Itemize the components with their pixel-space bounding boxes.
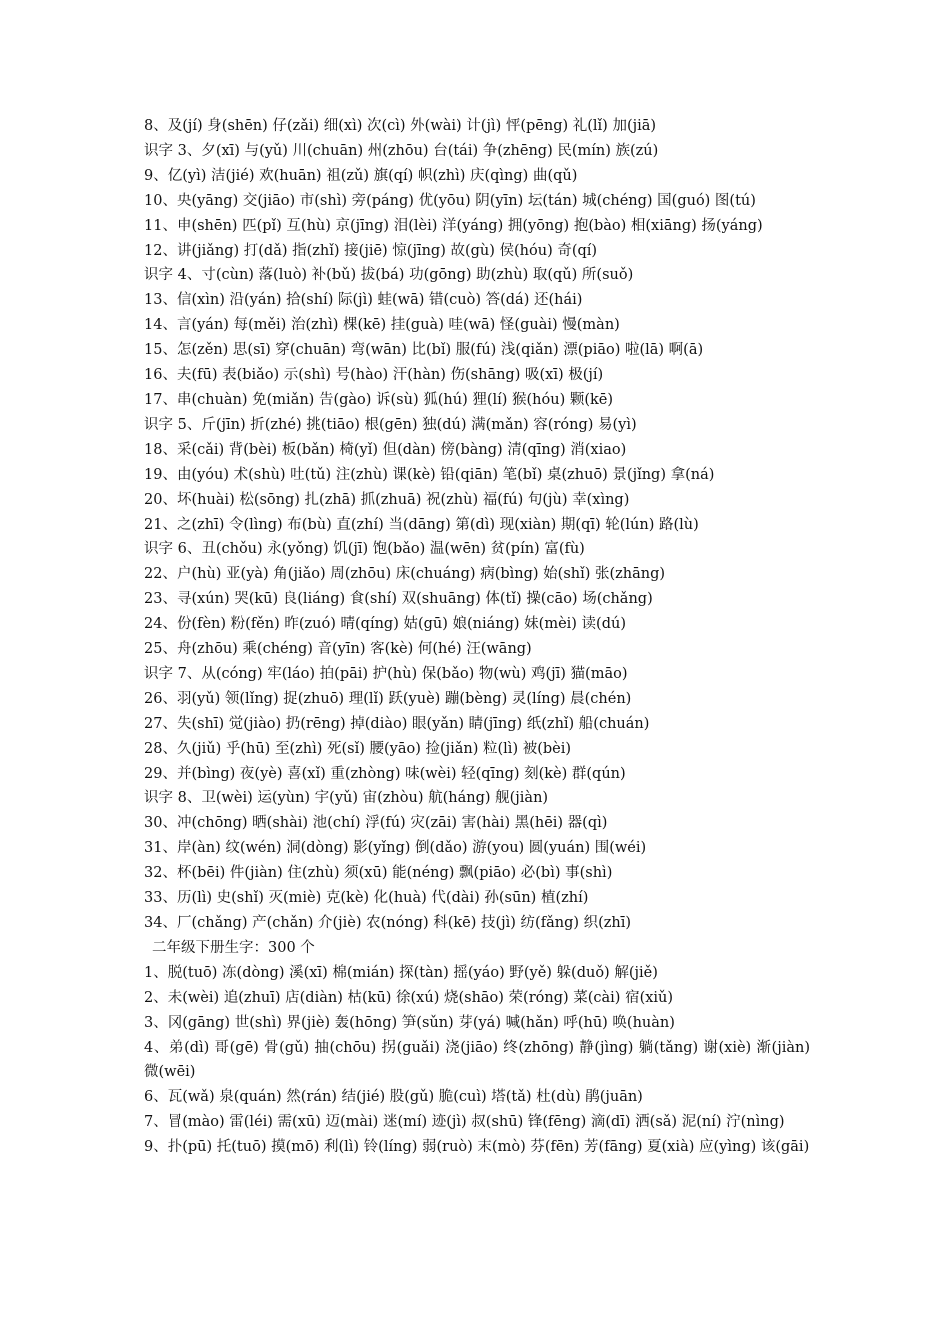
text-line: 6、瓦(wǎ) 泉(quán) 然(rán) 结(jié) 股(gǔ) 脆(cuì) 塔(tǎ) 杜(dù) 鹃(juān): [144, 1089, 643, 1106]
text-line: 19、由(yóu) 术(shù) 吐(tǔ) 注(zhù) 课(kè) 铅(qiān) 笔(bǐ) 桌(zhuō) 景(jǐng) 拿(ná): [144, 466, 715, 483]
text-line: 30、冲(chōng) 晒(shài) 池(chí) 浮(fú) 灾(zāi) 害(hài) 黑(hēi) 器(qì): [144, 815, 608, 832]
text-line: 识字 5、斤(jīn) 折(zhé) 挑(tiāo) 根(gēn) 独(dú) 满(mǎn) 容(róng) 易(yì): [144, 416, 637, 433]
text-line: 21、之(zhī) 令(lìng) 布(bù) 直(zhí) 当(dāng) 第(dì) 现(xiàn) 期(qī) 轮(lún) 路(lù): [144, 516, 699, 533]
text-line: 31、岸(àn) 纹(wén) 洞(dòng) 影(yǐng) 倒(dǎo) 游(you) 圆(yuán) 围(wéi): [144, 840, 647, 857]
text-line: 20、坏(huài) 松(sōng) 扎(zhā) 抓(zhuā) 祝(zhù) 福(fú) 句(jù) 幸(xìng): [144, 491, 630, 508]
text-line: 23、寻(xún) 哭(kū) 良(liáng) 食(shí) 双(shuāng) 体(tǐ) 操(cāo) 场(chǎng): [144, 591, 653, 608]
text-line: 24、份(fèn) 粉(fěn) 昨(zuó) 晴(qíng) 姑(gū) 娘(niáng) 妹(mèi) 读(dú): [144, 616, 626, 633]
text-line: 4、弟(dì) 哥(gē) 骨(gǔ) 抽(chōu) 拐(guǎi) 浇(jiāo) 终(zhōng) 静(jìng) 躺(tǎng) 谢(xiè) 渐(jiàn) 微(wēi): [144, 1039, 810, 1081]
text-line: 9、亿(yì) 洁(jié) 欢(huān) 祖(zǔ) 旗(qí) 帜(zhì) 庆(qìng) 曲(qǔ): [144, 167, 578, 184]
document-page: [144, 114, 810, 1160]
character-list-part-1: [144, 114, 810, 936]
text-line: 11、申(shēn) 匹(pǐ) 互(hù) 京(jīng) 泪(lèi) 洋(yáng) 拥(yōng) 抱(bào) 相(xiāng) 扬(yáng): [144, 217, 763, 234]
text-line: 33、历(lì) 史(shǐ) 灭(miè) 克(kè) 化(huà) 代(dài) 孙(sūn) 植(zhí): [144, 890, 589, 907]
text-line: 识字 7、从(cóng) 牢(láo) 拍(pāi) 护(hù) 保(bǎo) 物(wù) 鸡(jī) 猫(māo): [144, 665, 628, 682]
section-heading: 二年级下册生字：300 个: [152, 939, 315, 956]
text-line: 29、并(bìng) 夜(yè) 喜(xǐ) 重(zhòng) 味(wèi) 轻(qīng) 刻(kè) 群(qún): [144, 765, 626, 782]
text-line: 16、夫(fū) 表(biǎo) 示(shì) 号(hào) 汗(hàn) 伤(shāng) 吸(xī) 极(jí): [144, 367, 604, 384]
text-line: 13、信(xìn) 沿(yán) 拾(shí) 际(jì) 蛙(wā) 错(cuò) 答(dá) 还(hái): [144, 292, 583, 309]
text-line: 34、厂(chǎng) 产(chǎn) 介(jiè) 农(nóng) 科(kē) 技(jì) 纺(fǎng) 织(zhī): [144, 915, 632, 931]
text-line: 2、未(wèi) 追(zhuī) 店(diàn) 枯(kū) 徐(xú) 烧(shāo) 荣(róng) 菜(cài) 宿(xiǔ): [144, 989, 674, 1006]
text-line: 10、央(yāng) 交(jiāo) 市(shì) 旁(páng) 优(yōu) 阴(yīn) 坛(tán) 城(chéng) 国(guó) 图(tú): [144, 192, 756, 209]
text-line: 8、及(jí) 身(shēn) 仔(zǎi) 细(xì) 次(cì) 外(wài) 计(jì) 怦(pēng) 礼(lǐ) 加(jiā): [144, 118, 657, 134]
text-line: 17、串(chuàn) 免(miǎn) 告(gào) 诉(sù) 狐(hú) 狸(lí) 猴(hóu) 颗(kē): [144, 391, 614, 408]
text-line: 14、言(yán) 每(měi) 治(zhì) 棵(kē) 挂(guà) 哇(wā) 怪(guài) 慢(màn): [144, 317, 620, 334]
text-line: 27、失(shī) 觉(jiào) 扔(rēng) 掉(diào) 眼(yǎn) 睛(jīng) 纸(zhǐ) 船(chuán): [144, 715, 650, 732]
text-line: 识字 4、寸(cùn) 落(luò) 补(bǔ) 拔(bá) 功(gōng) 助(zhù) 取(qǔ) 所(suǒ): [144, 267, 634, 284]
text-line: 识字 6、丑(chǒu) 永(yǒng) 饥(jī) 饱(bǎo) 温(wēn) 贫(pín) 富(fù): [144, 541, 585, 558]
text-line: 15、怎(zěn) 思(sī) 穿(chuān) 弯(wān) 比(bǐ) 服(fú) 浅(qiǎn) 漂(piāo) 啦(lā) 啊(ā): [144, 342, 704, 359]
character-list-part-2: [144, 961, 810, 1160]
text-line: 28、久(jiǔ) 乎(hū) 至(zhì) 死(sǐ) 腰(yāo) 捡(jiǎn) 粒(lì) 被(bèi): [144, 740, 572, 757]
text-line: 32、杯(bēi) 件(jiàn) 住(zhù) 须(xū) 能(néng) 飘(piāo) 必(bì) 事(shì): [144, 865, 613, 882]
text-line: 9、扑(pū) 托(tuō) 摸(mō) 利(lì) 铃(líng) 弱(ruò) 末(mò) 芬(fēn) 芳(fāng) 夏(xià) 应(yìng) 该(gāi): [144, 1139, 810, 1156]
text-line: 3、冈(gāng) 世(shì) 界(jiè) 轰(hōng) 笋(sǔn) 芽(yá) 喊(hǎn) 呼(hū) 唤(huàn): [144, 1014, 675, 1031]
text-line: 22、户(hù) 亚(yà) 角(jiǎo) 周(zhōu) 床(chuáng) 病(bìng) 始(shǐ) 张(zhāng): [144, 566, 666, 583]
text-line: 识字 3、夕(xī) 与(yǔ) 川(chuān) 州(zhōu) 台(tái) 争(zhēng) 民(mín) 族(zú): [144, 142, 659, 159]
text-line: 25、舟(zhōu) 乘(chéng) 音(yīn) 客(kè) 何(hé) 汪(wāng): [144, 641, 532, 658]
text-line: 识字 8、卫(wèi) 运(yùn) 宇(yǔ) 宙(zhòu) 航(háng) 舰(jiàn): [144, 790, 549, 807]
text-line: 18、采(cǎi) 背(bèi) 板(bǎn) 椅(yǐ) 但(dàn) 傍(bàng) 清(qīng) 消(xiao): [144, 441, 627, 458]
text-line: 1、脱(tuō) 冻(dòng) 溪(xī) 棉(mián) 探(tàn) 摇(yáo) 野(yě) 躲(duǒ) 解(jiě): [144, 964, 658, 981]
text-line: 7、冒(mào) 雷(léi) 需(xū) 迈(mài) 迷(mí) 迹(jì) 叔(shū) 锋(fēng) 滴(dī) 洒(sǎ) 泥(ní) 泞(nìng): [144, 1114, 785, 1131]
text-line: 12、讲(jiǎng) 打(dǎ) 指(zhǐ) 接(jiē) 惊(jīng) 故(gù) 侯(hóu) 奇(qí): [144, 242, 598, 259]
text-line: 26、羽(yǔ) 领(lǐng) 捉(zhuō) 理(lǐ) 跃(yuè) 蹦(bèng) 灵(líng) 晨(chén): [144, 690, 632, 707]
